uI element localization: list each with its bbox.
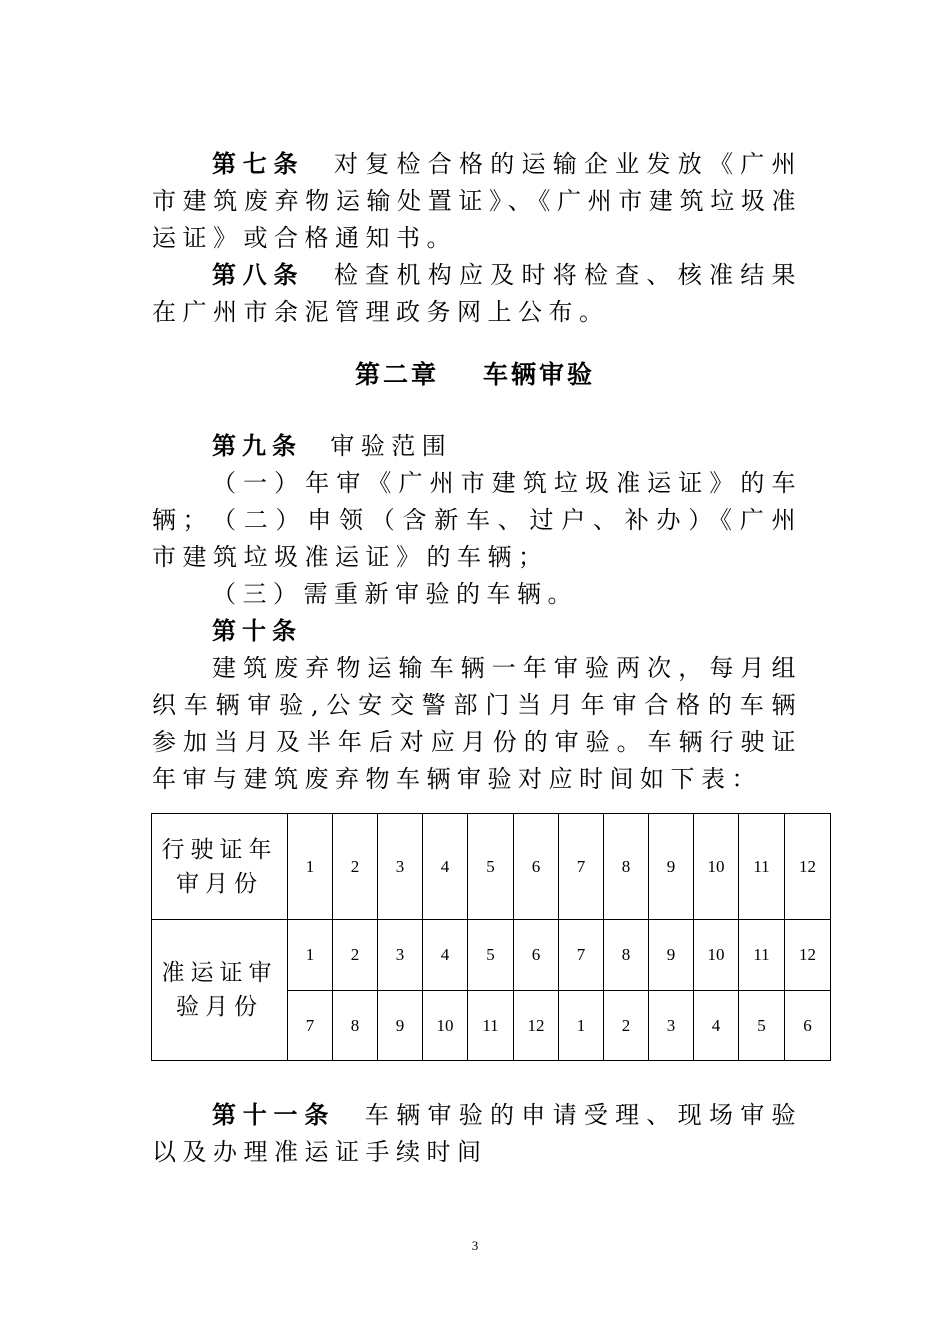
article-8-title: 第八条 (212, 261, 305, 289)
table-cell: 11 (739, 920, 785, 991)
page-number: 3 (471, 1238, 479, 1253)
table-cell: 9 (649, 814, 694, 920)
article-10-title: 第十条 (212, 617, 302, 645)
inspection-month-table (151, 813, 831, 1061)
article-10 (152, 613, 802, 650)
article-9-title: 第九条 (212, 432, 302, 460)
article-9-text: 审验范围 (330, 432, 453, 460)
table-cell: 6 (514, 920, 559, 991)
table-cell: 7 (559, 814, 604, 920)
table-cell: 1 (288, 814, 333, 920)
article-10-text: 建筑废弃物运输车辆一年审验两次，每月组织车辆审验,公安交警部门当月年审合格的车辆参加当月及半年后对应月份的审验。车辆行驶证年审与建筑废弃物车辆审验对应时间如下表： (152, 654, 802, 793)
table-cell: 12 (514, 991, 559, 1061)
article-9 (152, 428, 802, 465)
table-cell: 6 (785, 991, 831, 1061)
article-9-item-2: （二）申领（含新车、过户、补办）《广州市建筑垃圾准运证》的车辆； (152, 506, 802, 571)
article-11-title: 第十一条 (212, 1101, 336, 1129)
table-cell: 5 (739, 991, 785, 1061)
article-8-text: 检查机构应及时将检查、核准结果在广州市余泥管理政务网上公布。 (152, 261, 803, 326)
table-cell: 10 (694, 920, 739, 991)
table-cell: 9 (378, 991, 423, 1061)
table-cell: 5 (468, 814, 514, 920)
table-cell: 12 (785, 920, 831, 991)
chapter-number: 第二章 (354, 360, 439, 389)
table-cell: 8 (333, 991, 378, 1061)
table-cell: 8 (604, 814, 649, 920)
row-label-license: 行驶证年审月份 (152, 814, 288, 920)
row-label-permit: 准运证审验月份 (152, 920, 288, 1061)
table-cell: 4 (694, 991, 739, 1061)
table-row (152, 920, 831, 991)
table-cell: 1 (288, 920, 333, 991)
table-cell: 4 (423, 920, 468, 991)
table-cell: 2 (333, 814, 378, 920)
table-row (152, 814, 831, 920)
article-9-item-3: （三）需重新审验的车辆。 (212, 580, 578, 608)
table-cell: 2 (333, 920, 378, 991)
table-cell: 6 (514, 814, 559, 920)
table-cell: 9 (649, 920, 694, 991)
table-cell: 2 (604, 991, 649, 1061)
chapter-title: 车辆审验 (483, 360, 596, 389)
table-cell: 1 (559, 991, 604, 1061)
table-cell: 11 (739, 814, 785, 920)
table-cell: 3 (649, 991, 694, 1061)
article-11-text: 车辆审验的申请受理、现场审验以及办理准运证手续时间 (152, 1101, 803, 1166)
table-cell: 5 (468, 920, 514, 991)
article-7 (152, 146, 802, 257)
table-cell: 7 (559, 920, 604, 991)
table-cell: 10 (694, 814, 739, 920)
table-cell: 10 (423, 991, 468, 1061)
table-cell: 12 (785, 814, 831, 920)
chapter-heading (0, 356, 950, 393)
table-cell: 7 (288, 991, 333, 1061)
article-11 (152, 1097, 802, 1171)
table-cell: 3 (378, 920, 423, 991)
article-9-item-1: （一）年审《广州市建筑垃圾准运证》的车辆； (152, 469, 802, 534)
article-8 (152, 257, 802, 331)
article-7-text: 对复检合格的运输企业发放《广州市建筑废弃物运输处置证》、《广州市建筑垃圾准运证》或合格通知书。 (152, 150, 803, 252)
table-cell: 11 (468, 991, 514, 1061)
article-7-title: 第七条 (212, 150, 305, 178)
table-cell: 4 (423, 814, 468, 920)
table-cell: 8 (604, 920, 649, 991)
table-cell: 3 (378, 814, 423, 920)
